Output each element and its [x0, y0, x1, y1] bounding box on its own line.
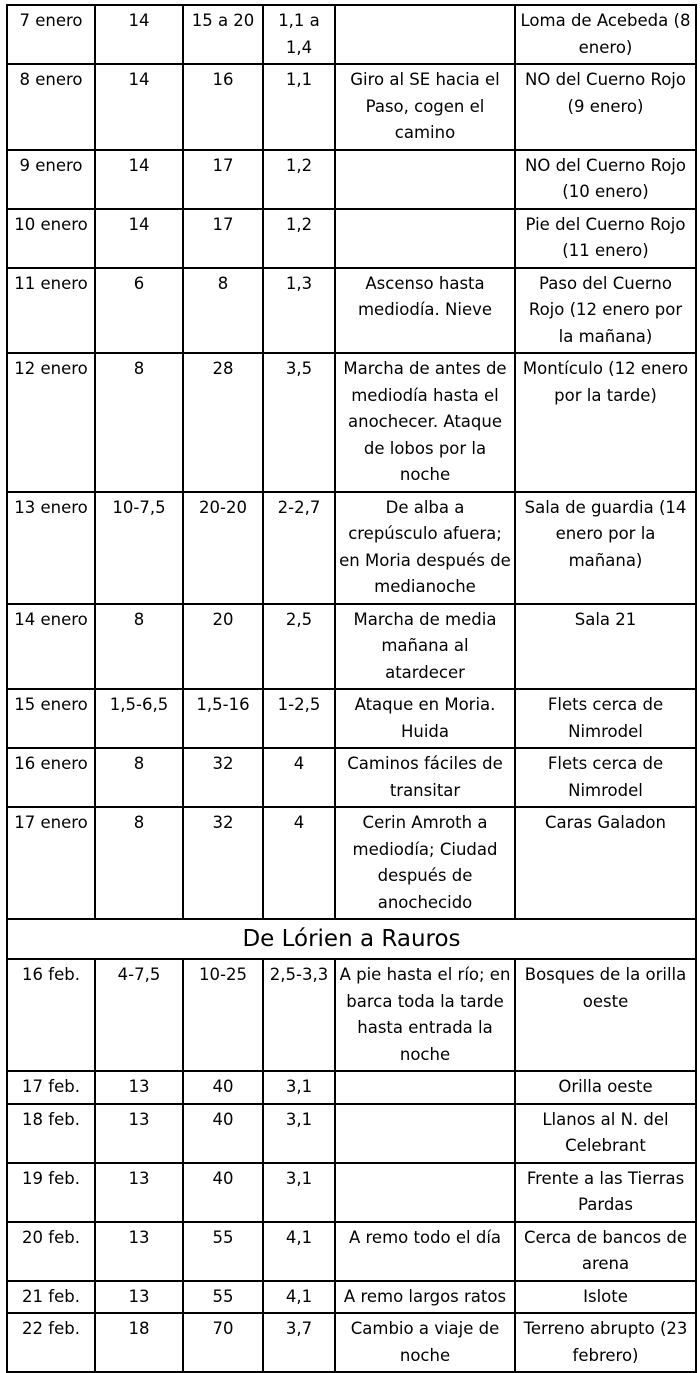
value-cell-2: 55: [183, 1281, 263, 1314]
table-row: [7, 492, 696, 604]
itinerary-body-part1: [7, 5, 696, 919]
date-cell: 11 enero: [7, 268, 95, 354]
camp-cell: Llanos al N. del Celebrant: [515, 1104, 696, 1163]
value-cell-3: 1,1: [263, 64, 335, 150]
table-row: [7, 150, 696, 209]
date-cell: 7 enero: [7, 5, 95, 64]
value-cell-2: 40: [183, 1104, 263, 1163]
camp-cell: Caras Galadon: [515, 807, 696, 919]
value-cell-3: 1-2,5: [263, 689, 335, 748]
value-cell-2: 16: [183, 64, 263, 150]
value-cell-2: 40: [183, 1163, 263, 1222]
table-row: [7, 5, 696, 64]
value-cell-2: 8: [183, 268, 263, 354]
notes-cell: Ascenso hasta mediodía. Nieve: [335, 268, 515, 354]
notes-cell: A remo largos ratos: [335, 1281, 515, 1314]
itinerary-body-part2: [7, 959, 696, 1372]
value-cell-3: 4: [263, 807, 335, 919]
camp-cell: NO del Cuerno Rojo (10 enero): [515, 150, 696, 209]
value-cell-3: 3,5: [263, 353, 335, 492]
date-cell: 9 enero: [7, 150, 95, 209]
date-cell: 20 feb.: [7, 1222, 95, 1281]
date-cell: 8 enero: [7, 64, 95, 150]
camp-cell: Sala 21: [515, 604, 696, 690]
section-row: [7, 919, 696, 959]
value-cell-3: 4,1: [263, 1222, 335, 1281]
value-cell-3: 4,1: [263, 1281, 335, 1314]
value-cell-2: 1,5-16: [183, 689, 263, 748]
value-cell-3: 4: [263, 748, 335, 807]
notes-cell: [335, 1163, 515, 1222]
value-cell-1: 14: [95, 150, 183, 209]
notes-cell: Giro al SE hacia el Paso, cogen el camino: [335, 64, 515, 150]
date-cell: 18 feb.: [7, 1104, 95, 1163]
value-cell-1: 13: [95, 1222, 183, 1281]
camp-cell: Terreno abrupto (23 febrero): [515, 1313, 696, 1372]
table-row: [7, 353, 696, 492]
value-cell-1: 6: [95, 268, 183, 354]
value-cell-3: 3,7: [263, 1313, 335, 1372]
value-cell-1: 13: [95, 1104, 183, 1163]
notes-cell: A pie hasta el río; en barca toda la tarde hasta entrada la noche: [335, 959, 515, 1071]
table-row: [7, 1222, 696, 1281]
value-cell-1: 8: [95, 353, 183, 492]
value-cell-3: 2,5-3,3: [263, 959, 335, 1071]
camp-cell: Orilla oeste: [515, 1071, 696, 1104]
camp-cell: Flets cerca de Nimrodel: [515, 748, 696, 807]
table-row: [7, 1281, 696, 1314]
table-row: [7, 604, 696, 690]
date-cell: 17 feb.: [7, 1071, 95, 1104]
table-row: [7, 807, 696, 919]
notes-cell: Ataque en Moria. Huida: [335, 689, 515, 748]
value-cell-3: 1,1 a 1,4: [263, 5, 335, 64]
value-cell-1: 13: [95, 1071, 183, 1104]
value-cell-1: 13: [95, 1163, 183, 1222]
value-cell-1: 8: [95, 748, 183, 807]
date-cell: 16 feb.: [7, 959, 95, 1071]
notes-cell: Caminos fáciles de transitar: [335, 748, 515, 807]
section-header: [7, 919, 696, 959]
table-row: [7, 959, 696, 1071]
value-cell-3: 3,1: [263, 1104, 335, 1163]
notes-cell: [335, 209, 515, 268]
value-cell-1: 14: [95, 209, 183, 268]
value-cell-2: 17: [183, 150, 263, 209]
value-cell-3: 1,2: [263, 209, 335, 268]
date-cell: 16 enero: [7, 748, 95, 807]
table-row: [7, 1104, 696, 1163]
date-cell: 22 feb.: [7, 1313, 95, 1372]
value-cell-1: 4-7,5: [95, 959, 183, 1071]
value-cell-1: 8: [95, 807, 183, 919]
date-cell: 13 enero: [7, 492, 95, 604]
camp-cell: Loma de Acebeda (8 enero): [515, 5, 696, 64]
table-row: [7, 689, 696, 748]
camp-cell: Sala de guardia (14 enero por la mañana): [515, 492, 696, 604]
value-cell-2: 28: [183, 353, 263, 492]
table-row: [7, 268, 696, 354]
value-cell-1: 18: [95, 1313, 183, 1372]
value-cell-2: 70: [183, 1313, 263, 1372]
notes-cell: Cerin Amroth a mediodía; Ciudad después de anochecido: [335, 807, 515, 919]
value-cell-1: 8: [95, 604, 183, 690]
value-cell-1: 1,5-6,5: [95, 689, 183, 748]
date-cell: 19 feb.: [7, 1163, 95, 1222]
camp-cell: Cerca de bancos de arena: [515, 1222, 696, 1281]
value-cell-3: 3,1: [263, 1071, 335, 1104]
value-cell-1: 13: [95, 1281, 183, 1314]
date-cell: 17 enero: [7, 807, 95, 919]
value-cell-2: 32: [183, 748, 263, 807]
camp-cell: Montículo (12 enero por la tarde): [515, 353, 696, 492]
date-cell: 12 enero: [7, 353, 95, 492]
date-cell: 10 enero: [7, 209, 95, 268]
camp-cell: Islote: [515, 1281, 696, 1314]
date-cell: 14 enero: [7, 604, 95, 690]
camp-cell: Bosques de la orilla oeste: [515, 959, 696, 1071]
table-row: [7, 1313, 696, 1372]
notes-cell: [335, 5, 515, 64]
value-cell-2: 20-20: [183, 492, 263, 604]
value-cell-3: 2-2,7: [263, 492, 335, 604]
notes-cell: Cambio a viaje de noche: [335, 1313, 515, 1372]
value-cell-3: 1,3: [263, 268, 335, 354]
date-cell: 15 enero: [7, 689, 95, 748]
value-cell-3: 3,1: [263, 1163, 335, 1222]
notes-cell: A remo todo el día: [335, 1222, 515, 1281]
table-row: [7, 748, 696, 807]
value-cell-3: 2,5: [263, 604, 335, 690]
value-cell-2: 32: [183, 807, 263, 919]
notes-cell: [335, 1104, 515, 1163]
value-cell-2: 15 a 20: [183, 5, 263, 64]
value-cell-2: 20: [183, 604, 263, 690]
table-row: [7, 1163, 696, 1222]
table-row: [7, 1071, 696, 1104]
camp-cell: Pie del Cuerno Rojo (11 enero): [515, 209, 696, 268]
table-row: [7, 64, 696, 150]
value-cell-1: 14: [95, 5, 183, 64]
value-cell-3: 1,2: [263, 150, 335, 209]
value-cell-2: 55: [183, 1222, 263, 1281]
section-title: De Lórien a Rauros: [7, 919, 696, 959]
camp-cell: Frente a las Tierras Pardas: [515, 1163, 696, 1222]
date-cell: 21 feb.: [7, 1281, 95, 1314]
notes-cell: [335, 1071, 515, 1104]
table-row: [7, 209, 696, 268]
value-cell-1: 14: [95, 64, 183, 150]
itinerary-table: [6, 4, 697, 1373]
value-cell-2: 17: [183, 209, 263, 268]
notes-cell: Marcha de media mañana al atardecer: [335, 604, 515, 690]
value-cell-2: 40: [183, 1071, 263, 1104]
camp-cell: Paso del Cuerno Rojo (12 enero por la mañana): [515, 268, 696, 354]
value-cell-1: 10-7,5: [95, 492, 183, 604]
camp-cell: Flets cerca de Nimrodel: [515, 689, 696, 748]
notes-cell: Marcha de antes de mediodía hasta el anochecer. Ataque de lobos por la noche: [335, 353, 515, 492]
value-cell-2: 10-25: [183, 959, 263, 1071]
notes-cell: [335, 150, 515, 209]
notes-cell: De alba a crepúsculo afuera; en Moria después de medianoche: [335, 492, 515, 604]
camp-cell: NO del Cuerno Rojo (9 enero): [515, 64, 696, 150]
